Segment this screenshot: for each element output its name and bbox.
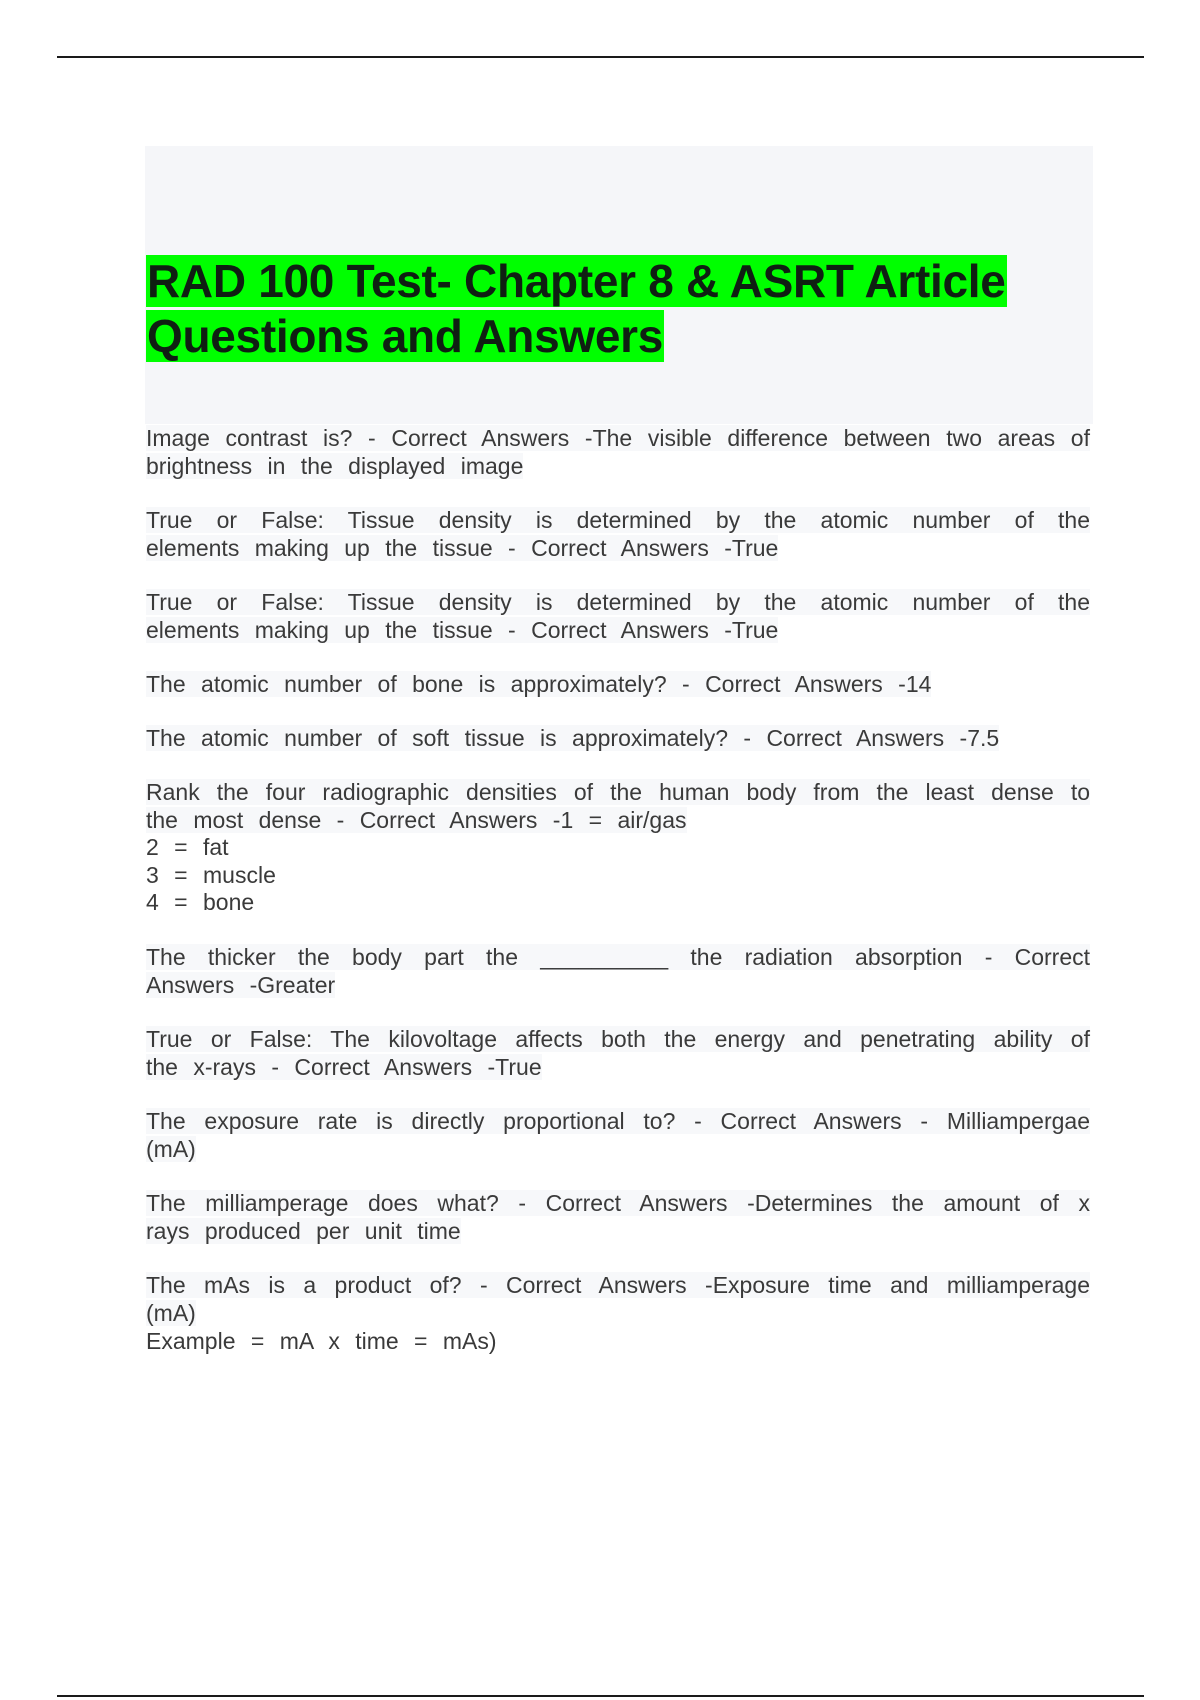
rank-list-item: 4 = bone	[146, 889, 255, 915]
qa-item-6-question: Rank the four radiographic densities of the human body from the least dense to the most dense - Correct Answers -1 = air/gas	[146, 779, 1090, 833]
document-body	[146, 424, 1090, 1381]
rank-list-item: 2 = fat	[146, 834, 229, 860]
qa-item-6	[146, 778, 1090, 917]
qa-item-3: True or False: Tissue density is determined by the atomic number of the elements making up the tissue - Correct Answers -True	[146, 589, 1090, 643]
qa-item-10: The milliamperage does what? - Correct Answers -Determines the amount of x rays produced per unit time	[146, 1189, 1090, 1244]
qa-item-7: The thicker the body part the __________ the radiation absorption - Correct Answers -Greater	[146, 943, 1090, 998]
qa-item-8: True or False: The kilovoltage affects both the energy and penetrating ability of the x-rays - Correct Answers -True	[146, 1025, 1090, 1080]
qa-item-1: Image contrast is? - Correct Answers -The visible difference between two areas of brightness in the displayed image	[146, 425, 1090, 479]
header-rule	[57, 56, 1144, 58]
rank-list-item: 3 = muscle	[146, 861, 276, 888]
qa-item-11	[146, 1271, 1090, 1355]
qa-item-11-question: The mAs is a product of? - Correct Answers -Exposure time and milliamperage (mA)	[146, 1271, 1090, 1326]
qa-item-4: The atomic number of bone is approximately? - Correct Answers -14	[146, 671, 932, 697]
qa-item-5: The atomic number of soft tissue is approximately? - Correct Answers -7.5	[146, 725, 1000, 751]
document-title: RAD 100 Test- Chapter 8 & ASRT Article Questions and Answers	[147, 255, 1006, 362]
example-line: Example = mA x time = mAs)	[146, 1327, 497, 1354]
qa-item-2: True or False: Tissue density is determined by the atomic number of the elements making up the tissue - Correct Answers -True	[146, 507, 1090, 561]
rank-list	[146, 834, 1090, 917]
footer-rule	[57, 1695, 1144, 1697]
qa-item-9: The exposure rate is directly proportional to? - Correct Answers - Milliampergae (mA)	[146, 1107, 1090, 1162]
